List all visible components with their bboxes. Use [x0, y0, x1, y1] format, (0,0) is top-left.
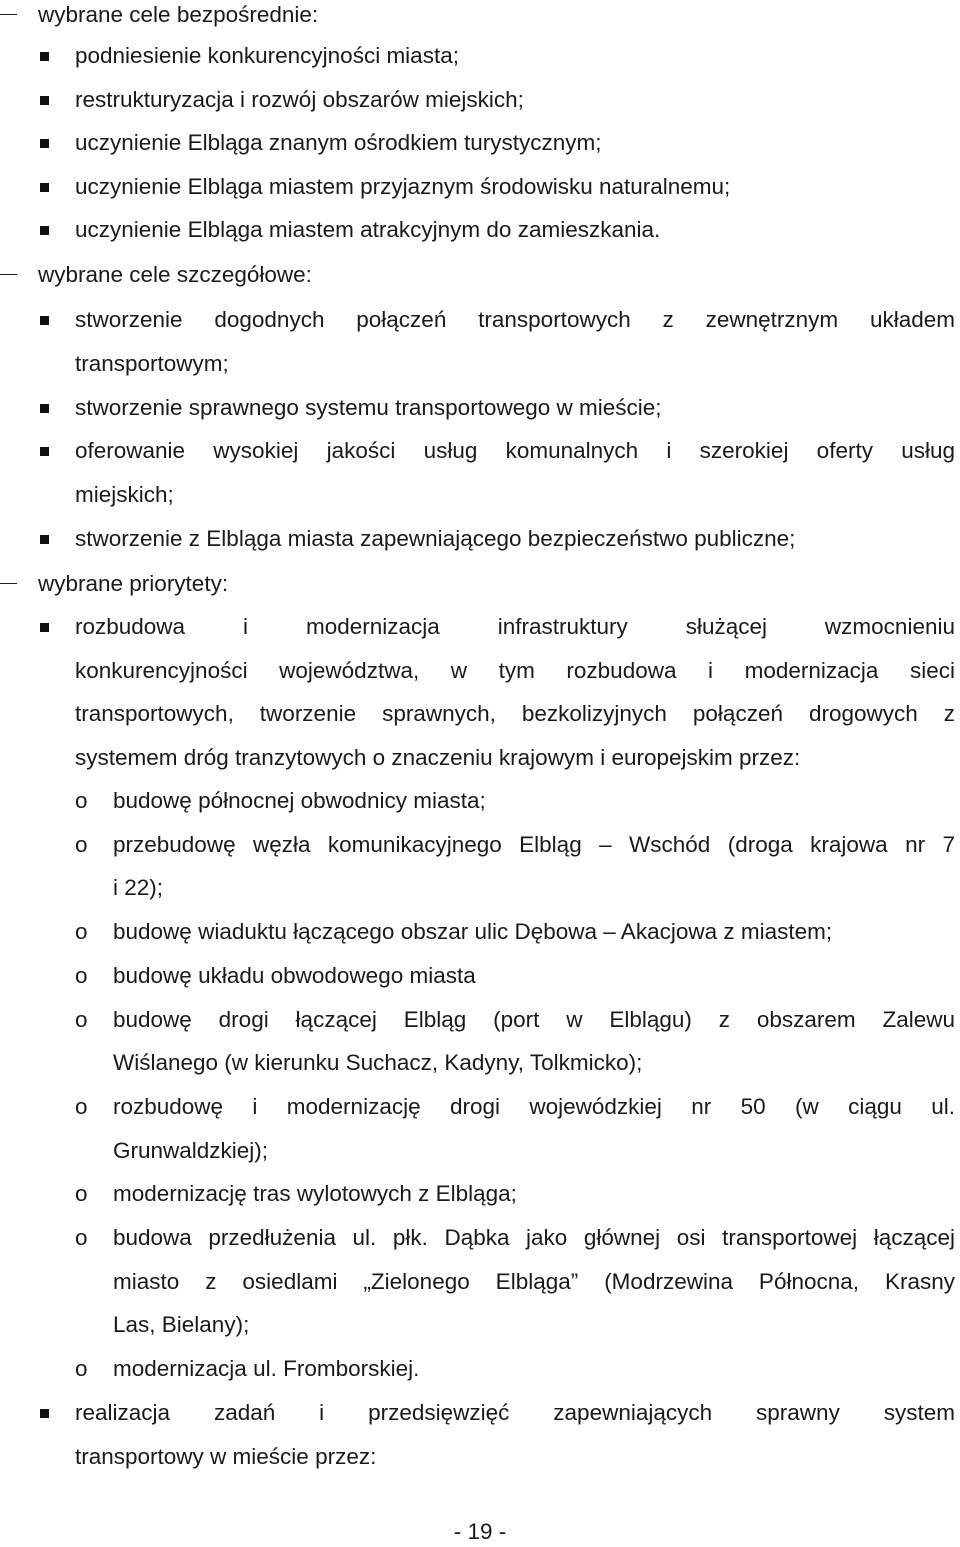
sub-item-line: budowa przedłużenia ul. płk. Dąbka jako głównej osi transportowej łączącej	[113, 1225, 955, 1250]
sub-item-line: Grunwaldzkiej);	[113, 1138, 269, 1163]
sub-item-line: budowę północnej obwodnicy miasta;	[113, 788, 486, 813]
sub-item-line: miasto z osiedlami „Zielonego Elbląga” (Modrzewina Północna, Krasny	[113, 1269, 955, 1294]
circle-bullet: o	[75, 788, 88, 813]
sub-item-line: modernizacja ul. Fromborskiej.	[113, 1356, 420, 1381]
list-item-line: transportowych, tworzenie sprawnych, bezkolizyjnych połączeń drogowych z	[75, 701, 955, 726]
sub-item-line: Las, Bielany);	[113, 1312, 250, 1337]
circle-bullet: o	[75, 832, 88, 857]
sub-item-line: budowę wiaduktu łączącego obszar ulic Dębowa – Akacjowa z miastem;	[113, 919, 833, 944]
list-item: podniesienie konkurencyjności miasta;	[75, 43, 459, 68]
list-item-line: oferowanie wysokiej jakości usług komunalnych i szerokiej oferty usług	[75, 438, 955, 463]
square-bullet	[40, 139, 49, 148]
section-heading: wybrane cele szczegółowe:	[38, 262, 312, 287]
circle-bullet: o	[75, 1225, 88, 1250]
section-heading: wybrane cele bezpośrednie:	[38, 2, 319, 27]
list-item-line: stworzenie sprawnego systemu transportowego w mieście;	[75, 395, 662, 420]
dash-bullet	[0, 274, 17, 275]
sub-item-line: budowę układu obwodowego miasta	[113, 963, 476, 988]
square-bullet	[40, 404, 49, 413]
sub-item-line: Wiślanego (w kierunku Suchacz, Kadyny, Tolkmicko);	[113, 1050, 643, 1075]
list-item: restrukturyzacja i rozwój obszarów miejskich;	[75, 87, 524, 112]
list-item: uczynienie Elbląga miastem atrakcyjnym do zamieszkania.	[75, 217, 661, 242]
sub-item-line: modernizację tras wylotowych z Elbląga;	[113, 1181, 517, 1206]
square-bullet	[40, 52, 49, 61]
sub-item-line: przebudowę węzła komunikacyjnego Elbląg – Wschód (droga krajowa nr 7	[113, 832, 955, 857]
list-item-line: transportowy w mieście przez:	[75, 1444, 377, 1469]
list-item-line: rozbudowa i modernizacja infrastruktury służącej wzmocnieniu	[75, 614, 955, 639]
list-item: uczynienie Elbląga miastem przyjaznym środowisku naturalnemu;	[75, 174, 731, 199]
list-item-line: miejskich;	[75, 482, 174, 507]
circle-bullet: o	[75, 919, 88, 944]
list-item-line: systemem dróg tranzytowych o znaczeniu krajowym i europejskim przez:	[75, 745, 801, 770]
list-item: uczynienie Elbląga znanym ośrodkiem turystycznym;	[75, 130, 602, 155]
section-heading: wybrane priorytety:	[38, 571, 229, 596]
dash-bullet	[0, 14, 17, 15]
circle-bullet: o	[75, 1007, 88, 1032]
circle-bullet: o	[75, 1356, 88, 1381]
list-item-line: realizacja zadań i przedsięwzięć zapewniających sprawny system	[75, 1400, 955, 1425]
square-bullet	[40, 623, 49, 632]
square-bullet	[40, 316, 49, 325]
circle-bullet: o	[75, 1181, 88, 1206]
square-bullet	[40, 1409, 49, 1418]
list-item-line: konkurencyjności województwa, w tym rozbudowa i modernizacja sieci	[75, 658, 955, 683]
sub-item-line: budowę drogi łączącej Elbląg (port w Elblągu) z obszarem Zalewu	[113, 1007, 955, 1032]
dash-bullet	[0, 583, 17, 584]
circle-bullet: o	[75, 1094, 88, 1119]
square-bullet	[40, 96, 49, 105]
sub-item-line: rozbudowę i modernizację drogi wojewódzkiej nr 50 (w ciągu ul.	[113, 1094, 955, 1119]
page-number: - 19 -	[453, 1519, 507, 1544]
square-bullet	[40, 535, 49, 544]
square-bullet	[40, 447, 49, 456]
list-item-line: stworzenie z Elbląga miasta zapewniającego bezpieczeństwo publiczne;	[75, 526, 796, 551]
sub-item-line: i 22);	[113, 875, 164, 900]
square-bullet	[40, 183, 49, 192]
list-item-line: stworzenie dogodnych połączeń transportowych z zewnętrznym układem	[75, 307, 955, 332]
square-bullet	[40, 226, 49, 235]
list-item-line: transportowym;	[75, 351, 229, 376]
circle-bullet: o	[75, 963, 88, 988]
